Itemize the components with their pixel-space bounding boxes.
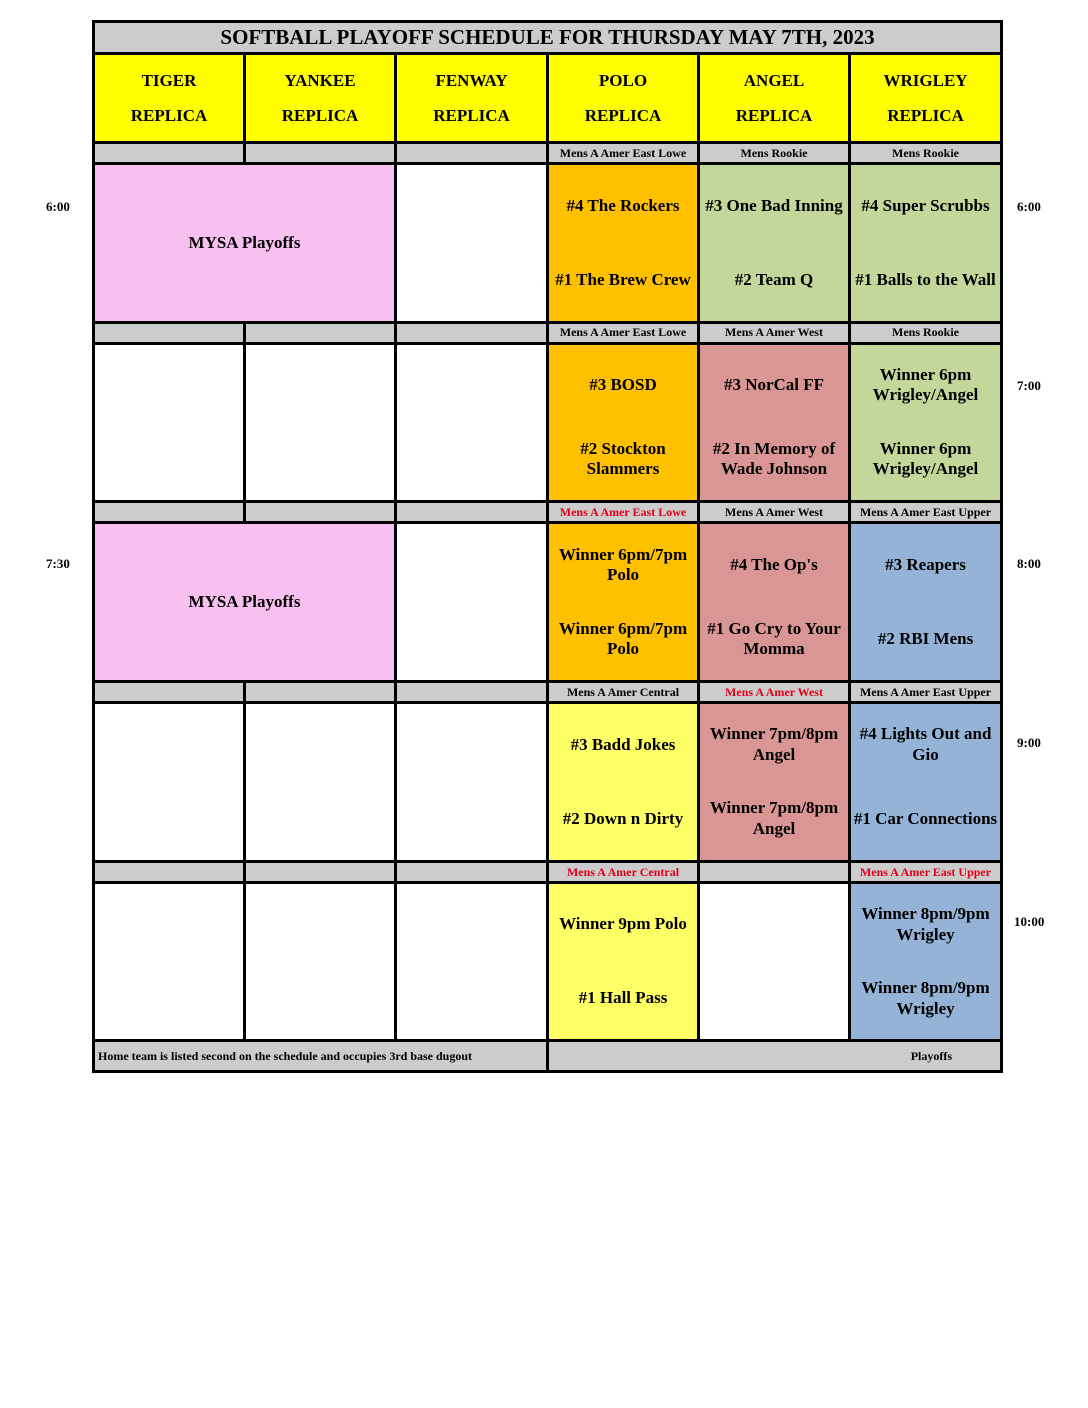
time-label-right: 10:00: [1014, 914, 1045, 929]
away-team: #4 Super Scrubbs: [861, 195, 990, 215]
time-label-left: 6:00: [46, 199, 70, 214]
division-label: [396, 142, 548, 163]
field-header-fenway: FENWAY REPLICA: [396, 53, 548, 142]
home-team: #1 Go Cry to Your Momma: [707, 618, 841, 659]
home-team: #1 Car Connections: [853, 808, 998, 828]
division-label: [94, 322, 245, 343]
game-cell-polo: [548, 163, 699, 322]
time-label-right: 6:00: [1017, 199, 1041, 214]
away-team: #4 The Rockers: [566, 195, 680, 215]
game-cell-polo: [548, 882, 699, 1041]
division-label-wrigley: Mens A Amer East Upper: [850, 682, 1002, 703]
empty-game-cell: [396, 163, 548, 322]
empty-game-cell: [396, 523, 548, 682]
footer-note: Home team is listed second on the schedule and occupies 3rd base dugout: [94, 1041, 548, 1072]
home-team: #2 Team Q: [734, 269, 814, 289]
division-label-polo: Mens A Amer East Lowe: [548, 502, 699, 523]
empty-game-cell: [396, 703, 548, 862]
away-team: Winner 6pm/7pm Polo: [558, 544, 688, 585]
field-header-angel: ANGEL REPLICA: [699, 53, 850, 142]
empty-game-cell: [94, 703, 245, 862]
game-cell-wrigley: [850, 163, 1002, 322]
division-label-wrigley: Mens Rookie: [850, 322, 1002, 343]
division-label: [396, 682, 548, 703]
division-label-angel: Mens A Amer West: [699, 682, 850, 703]
game-cell-angel: [699, 163, 850, 322]
division-label-polo: Mens A Amer East Lowe: [548, 322, 699, 343]
game-cell-wrigley: [850, 523, 1002, 682]
division-label: [245, 322, 396, 343]
division-label-polo: Mens A Amer Central: [548, 861, 699, 882]
time-label-right: 7:00: [1017, 378, 1041, 393]
empty-game-cell: [245, 343, 396, 502]
home-team: #2 RBI Mens: [877, 628, 974, 648]
game-cell-angel: [699, 343, 850, 502]
field-header-polo: POLO REPLICA: [548, 53, 699, 142]
game-cell-angel: [699, 703, 850, 862]
division-label-angel: [699, 861, 850, 882]
division-label: [396, 322, 548, 343]
footer-playoffs: Playoffs: [548, 1041, 1002, 1072]
away-team: Winner 7pm/8pm Angel: [709, 724, 839, 764]
home-team: #2 In Memory of Wade Johnson: [712, 439, 836, 479]
schedule-title: SOFTBALL PLAYOFF SCHEDULE FOR THURSDAY MAY 7TH, 2023: [94, 22, 1002, 54]
home-team: #1 The Brew Crew: [555, 269, 691, 289]
field-header-wrigley: WRIGLEY REPLICA: [850, 53, 1002, 142]
game-cell-wrigley: [850, 882, 1002, 1041]
home-team: #1 Hall Pass: [578, 988, 668, 1008]
mysa-playoffs-block: MYSA Playoffs: [94, 163, 396, 322]
empty-game-cell: [94, 343, 245, 502]
home-team: Winner 6pm Wrigley/Angel: [872, 439, 979, 479]
division-label-wrigley: Mens A Amer East Upper: [850, 861, 1002, 882]
game-cell-polo: [548, 343, 699, 502]
division-label: [396, 502, 548, 523]
division-label: [94, 142, 245, 163]
time-label-left: 7:30: [46, 556, 70, 571]
empty-game-cell: [396, 343, 548, 502]
division-label: [245, 502, 396, 523]
time-label-right: 8:00: [1017, 556, 1041, 571]
home-team: Winner 6pm/7pm Polo: [558, 618, 688, 659]
away-team: Winner 6pm Wrigley/Angel: [872, 365, 979, 405]
division-label: [94, 502, 245, 523]
home-team: #2 Stockton Slammers: [580, 439, 666, 479]
empty-game-cell: [245, 882, 396, 1041]
away-team: Winner 8pm/9pm Wrigley: [861, 904, 990, 944]
away-team: #3 One Bad Inning: [705, 195, 843, 215]
division-label-angel: Mens A Amer West: [699, 322, 850, 343]
time-label-right: 9:00: [1017, 735, 1041, 750]
away-team: #3 Reapers: [885, 554, 966, 574]
schedule-table: [92, 20, 1003, 1073]
empty-game-cell: [94, 882, 245, 1041]
away-team: #3 Badd Jokes: [570, 734, 676, 754]
division-label: [245, 682, 396, 703]
game-cell-wrigley: [850, 343, 1002, 502]
home-team: Winner 8pm/9pm Wrigley: [861, 978, 990, 1018]
division-label-polo: Mens A Amer Central: [548, 682, 699, 703]
division-label-wrigley: Mens Rookie: [850, 142, 1002, 163]
division-label-angel: Mens Rookie: [699, 142, 850, 163]
division-label-wrigley: Mens A Amer East Upper: [850, 502, 1002, 523]
field-header-yankee: YANKEE REPLICA: [245, 53, 396, 142]
field-header-tiger: TIGER REPLICA: [94, 53, 245, 142]
division-label: [245, 861, 396, 882]
game-cell-wrigley: [850, 703, 1002, 862]
division-label: [94, 861, 245, 882]
division-label: [94, 682, 245, 703]
empty-game-cell: [245, 703, 396, 862]
game-cell-polo: [548, 703, 699, 862]
empty-game-cell: [699, 882, 850, 1041]
away-team: #4 Lights Out and Gio: [859, 724, 992, 764]
away-team: Winner 9pm Polo: [559, 914, 687, 934]
division-label-angel: Mens A Amer West: [699, 502, 850, 523]
division-label-polo: Mens A Amer East Lowe: [548, 142, 699, 163]
empty-game-cell: [396, 882, 548, 1041]
home-team: Winner 7pm/8pm Angel: [709, 798, 839, 838]
game-cell-angel: [699, 523, 850, 682]
division-label: [396, 861, 548, 882]
division-label: [245, 142, 396, 163]
home-team: #2 Down n Dirty: [562, 808, 684, 828]
game-cell-polo: [548, 523, 699, 682]
mysa-playoffs-block: MYSA Playoffs: [94, 523, 396, 682]
home-team: #1 Balls to the Wall: [855, 269, 996, 289]
away-team: #4 The Op's: [730, 554, 818, 574]
away-team: #3 BOSD: [589, 375, 657, 395]
away-team: #3 NorCal FF: [723, 375, 825, 395]
